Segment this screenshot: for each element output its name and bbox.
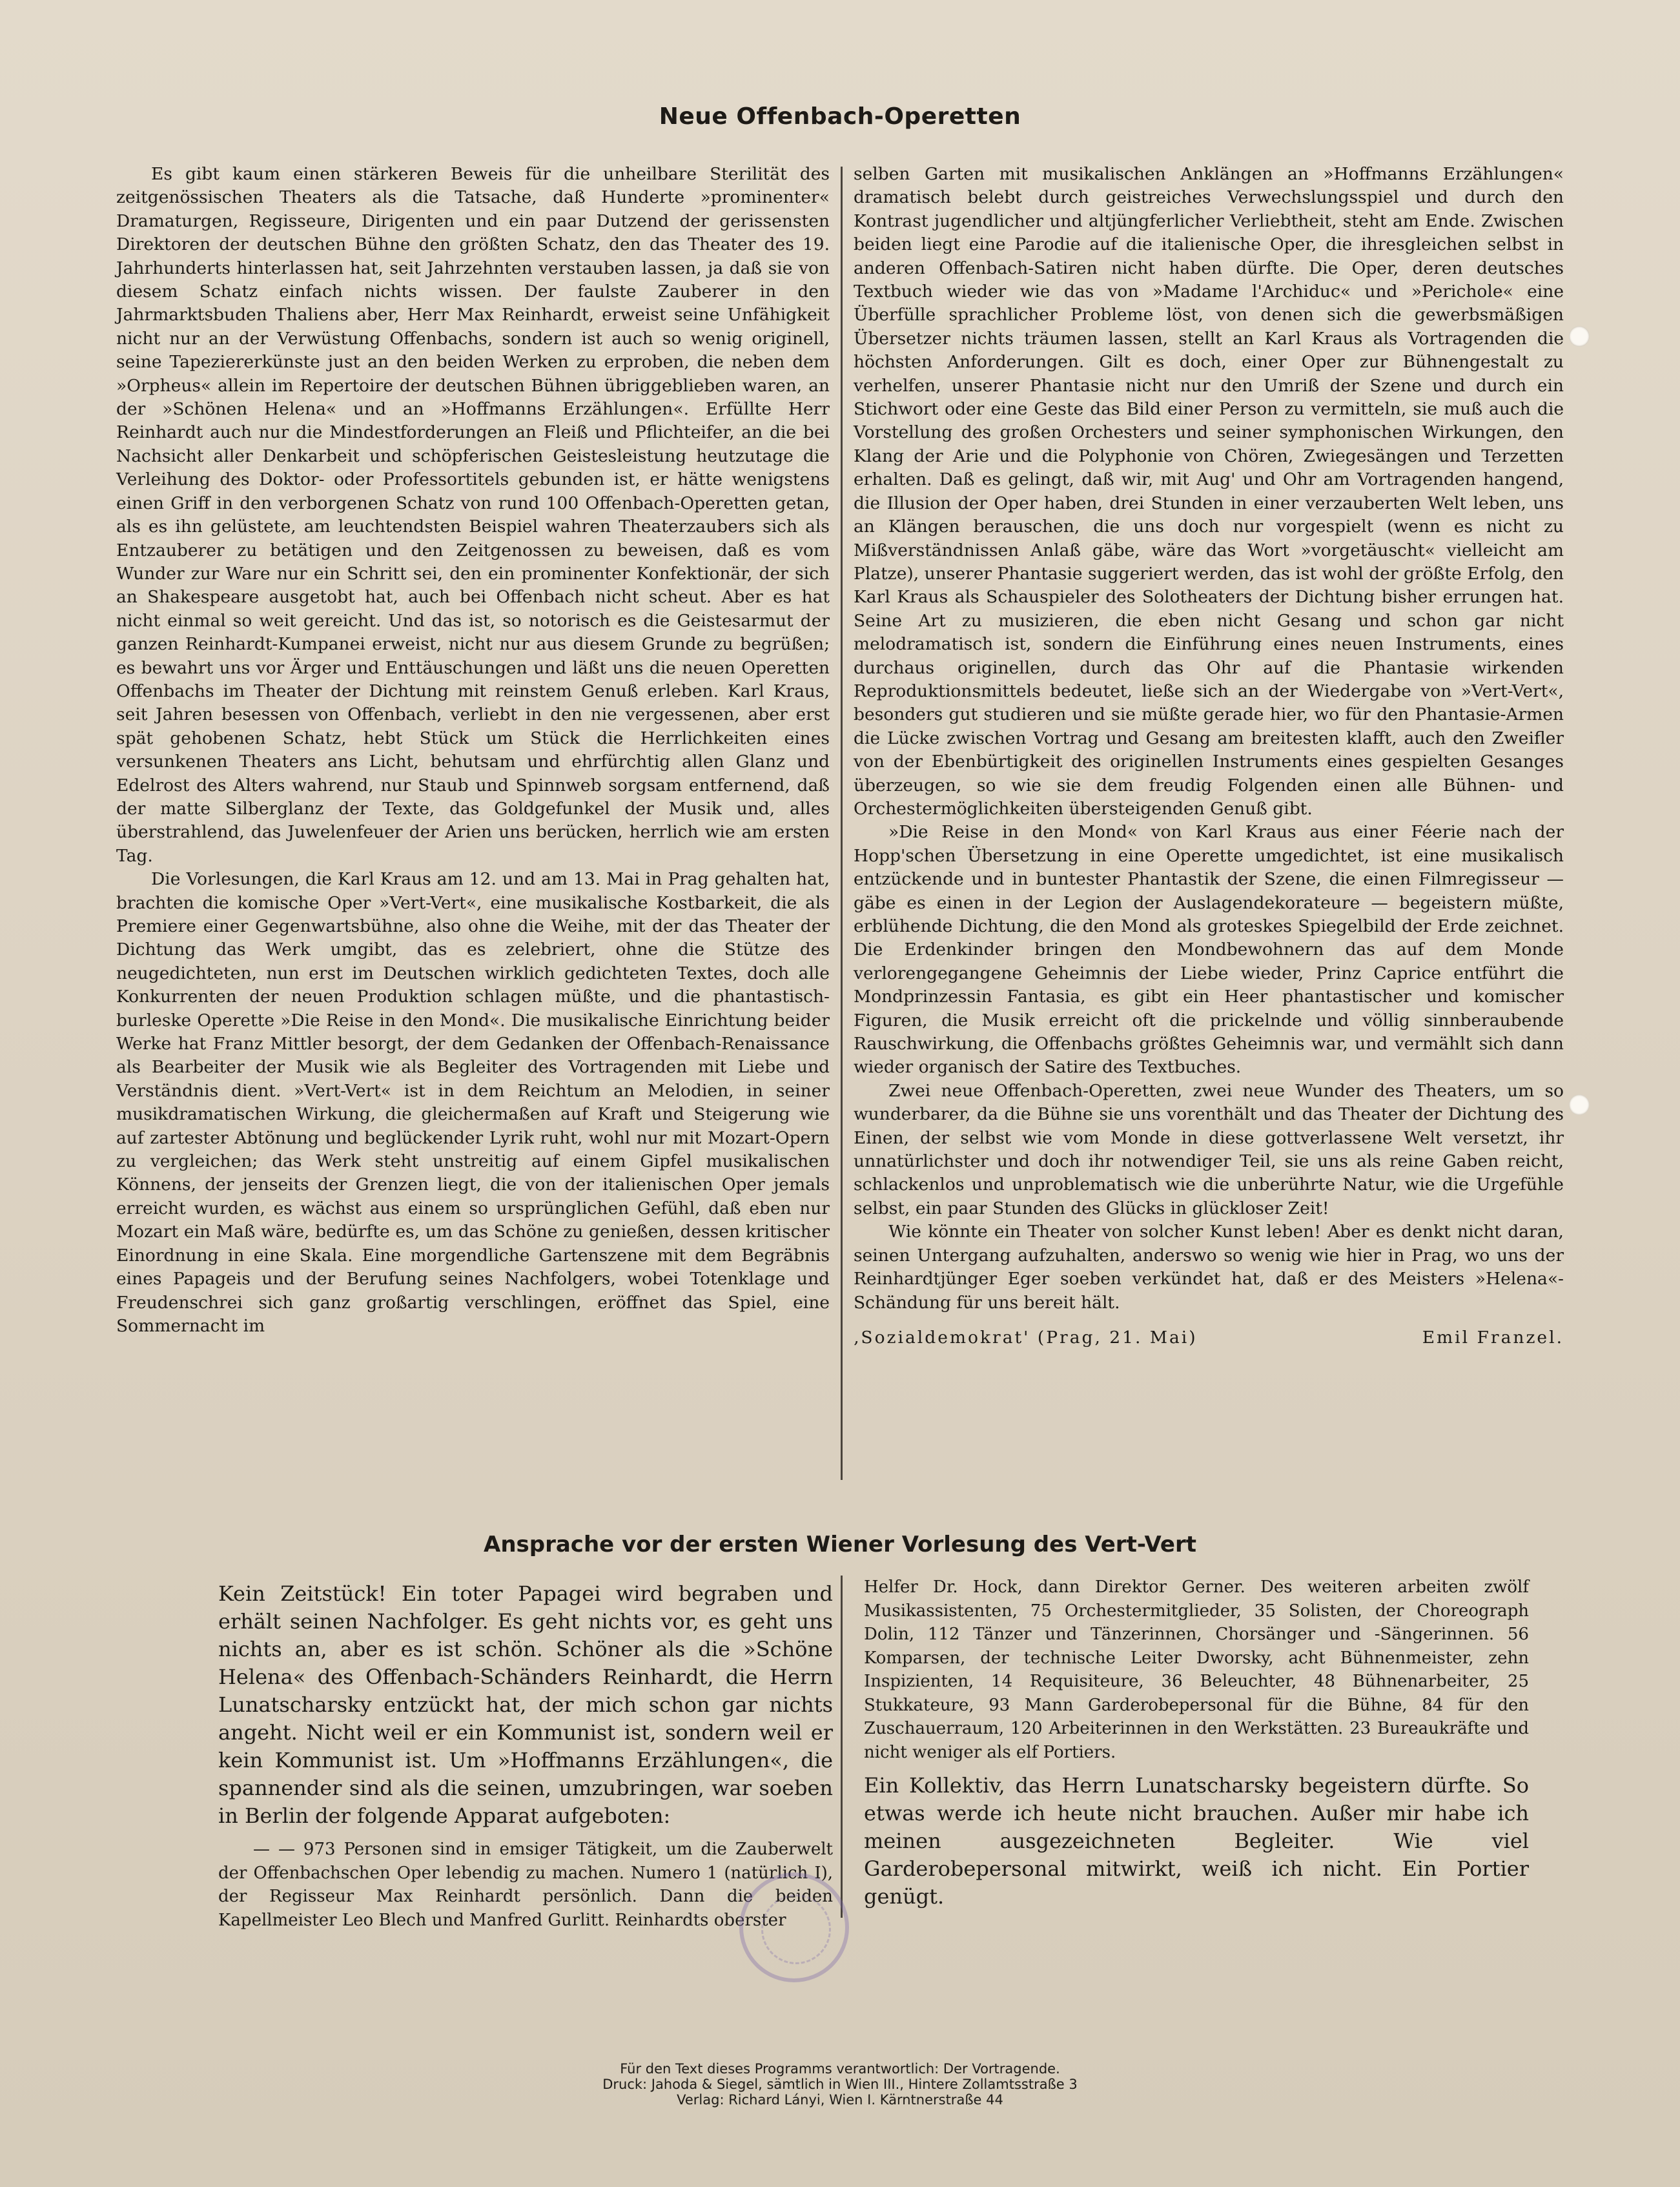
article-title: Neue Offenbach-Operetten <box>659 103 1021 130</box>
author-name: Emil Franzel. <box>1422 1327 1564 1348</box>
quoted-paragraph: Helfer Dr. Hock, dann Direktor Gerner. Des weiteren arbeiten zwölf Musikassistenten, 75 Orchestermitglieder, 35 Solisten, der Choreograph Dolin, 112 Tänzer und Tänzerinnen, Chorsänger und -Sängerinnen. 56 Komparsen, der technische Leiter Dworsky, acht Bühnenmeister, zehn Inspizienten, 14 Requisiteure, 36 Beleuchter, 48 Bühnenarbeiter, 25 Stukkateure, 93 Mann Garderobepersonal für die Bühne, 84 für den Zuschauerraum, 120 Arbeiterinnen in den Werkstätten. 23 Bureaukräfte und nicht weniger als elf Portiers. <box>864 1577 1529 1762</box>
punch-hole <box>1569 1094 1590 1115</box>
article-column-right <box>864 1576 1529 1911</box>
paragraph: Die Vorlesungen, die Karl Kraus am 12. und am 13. Mai in Prag gehalten hat, brachten die komische Oper »Vert-Vert«, eine musikalische Kostbarkeit, die als Premiere einer Gegenwartsbühne, also ohne die Weihe, mit der das Theater der Dichtung das Werk umgibt, das es zelebriert, ohne die Stütze des neugedichteten, nun erst im Deutschen wirklich gedichteten Textes, doch alle Konkurrenten der neuen Produktion schlagen müßte, und die phantastisch-burleske Operette »Die Reise in den Mond«. Die musikalische Einrichtung beider Werke hat Franz Mittler besorgt, der dem Gedanken der Offenbach-Renaissance als Bearbeiter der Musik wie als Begleiter des Vortragenden mit Liebe und Verständnis dient. »Vert-Vert« ist in dem Reichtum an Melodien, in seiner musikdramatischen Wirkung, die gleichermaßen auf Kraft und Steigerung wie auf zartester Abtönung und beglückender Lyrik ruht, wohl nur mit Mozart-Opern zu vergleichen; das Werk steht unstreitig auf einem Gipfel musikalischen Könnens, der jenseits der Grenzen liegt, die von der italienischen Oper jemals erreicht wurden, es wächst aus einem so ursprünglichen Gefühl, daß eben nur Mozart ein Maß wäre, bedürfte es, um das Schöne zu genießen, dessen kritischer Einordnung in eine Skala. Eine morgendliche Gartenszene mit dem Begräbnis eines Papageis und der Berufung seines Nachfolgers, wobei Totenklage und Freudenschrei sich ganz großartig verschlingen, eröffnet das Spiel, eine Sommernacht im <box>116 869 830 1336</box>
quoted-paragraph: — — 973 Personen sind in emsiger Tätigkeit, um die Zauberwelt der Offenbachschen Oper lebendig zu machen. Numero 1 (natürlich I), der Regisseur Max Reinhardt persönlich. Dann die beiden Kapellmeister Leo Blech und Manfred Gurlitt. Reinhardts oberster <box>218 1840 833 1930</box>
imprint-line: Druck: Jahoda & Siegel, sämtlich in Wien III., Hintere Zollamtsstraße 3 <box>602 2077 1078 2092</box>
paragraph: Ein Kollektiv, das Herrn Lunatscharsky begeistern dürfte. So etwas werde ich heute nicht brauchen. Außer mir habe ich meinen ausgezeichneten Begleiter. Wie viel Garderobepersonal mitwirkt, weiß ich nicht. Ein Portier genügt. <box>864 1773 1529 1909</box>
source-line <box>854 1326 1564 1350</box>
article-column-left <box>116 163 830 1338</box>
article-column-left <box>218 1580 833 1932</box>
paragraph: Kein Zeitstück! Ein toter Papagei wird begraben und erhält seinen Nachfolger. Es geht nichts vor, es geht uns nichts an, aber es ist schön. Schöner als die »Schöne Helena« des Offenbach-Schänders Reinhardt, die Herrn Lunatscharsky entzückt hat, der mich schon gar nichts angeht. Nicht weil er ein Kommunist ist, sondern weil er kein Kommunist ist. Um »Hoffmanns Erzählungen«, die spannender sind als die seinen, umzubringen, war soeben in Berlin der folgende Apparat aufgeboten: <box>218 1581 833 1828</box>
paragraph: »Die Reise in den Mond« von Karl Kraus aus einer Féerie nach der Hopp'schen Übersetzung in eine Operette umgedichtet, ist eine musikalisch entzückende und in buntester Phantastik der Szene, die einen Filmregisseur — gäbe es einen in der Legion der Auslagendekorateure — begeistern müßte, erblühende Dichtung, die den Mond als groteskes Spiegelbild der Erde zeichnet. Die Erdenkinder bringen den Mondbewohnern das auf dem Monde verlorengegangene Geheimnis der Liebe wieder, Prinz Caprice entführt die Mondprinzessin Fantasia, es gibt ein Heer phantastischer und komischer Figuren, die Musik erreicht oft die prickelnde und völlig sinnberaubende Rauschwirkung, die Offenbachs größtes Geheimnis war, und vermählt sich dann wieder organisch der Satire des Textbuches. <box>854 822 1564 1078</box>
column-divider <box>841 1576 843 1918</box>
paragraph: Es gibt kaum einen stärkeren Beweis für die unheilbare Sterilität des zeitgenössischen Theaters als die Tatsache, daß Hunderte »prominenter« Dramaturgen, Regisseure, Dirigenten und ein paar Dutzend der gerissensten Direktoren der deutschen Bühne den größten Schatz, den das Theater des 19. Jahrhunderts hinterlassen hat, seit Jahrzehnten verstauben lassen, ja daß sie von diesem Schatz einfach nichts wissen. Der faulste Zauberer in den Jahrmarktsbuden Thaliens aber, Herr Max Reinhardt, erweist seine Unfähigkeit nicht nur an der Verwüstung Offenbachs, sondern ist auch so wenig originell, seine Tapeziererkünste just an den beiden Werken zu erproben, die neben dem »Orpheus« allein im Repertoire der deutschen Bühnen übriggeblieben waren, an der »Schönen Helena« und an »Hoffmanns Erzählungen«. Erfüllte Herr Reinhardt auch nur die Mindestforderungen an Fleiß und Pflichteifer, an die bei Nachsicht aller Denkarbeit und schöpferischen Geistesleistung heutzutage die Verleihung des Doktor- oder Professortitels gebunden ist, er hätte wenigstens einen Griff in den verborgenen Schatz von rund 100 Offenbach-Operetten getan, als es ihn gelüstete, am leuchtendsten Beispiel wahren Theaterzaubers sich als Entzauberer zu betätigen und den Zeitgenossen zu beweisen, daß es vom Wunder zur Ware nur ein Schritt sei, den ein prominenter Konfektionär, der sich an Shakespeare ausgetobt hat, auch bei Offenbach nicht scheut. Aber es hat nicht einmal so weit gereicht. Und das ist, so notorisch es die Geistesarmut der ganzen Reinhardt-Kumpanei erweist, nicht nur aus diesem Grunde zu begrüßen; es bewahrt uns vor Ärger und Enttäuschungen und läßt uns die neuen Operetten Offenbachs im Theater der Dichtung mit reinstem Genuß erleben. Karl Kraus, seit Jahren besessen von Offenbach, verliebt in den nie vergessenen, aber erst spät gehobenen Schatz, hebt Stück um Stück die Herrlichkeiten eines versunkenen Theaters ans Licht, behutsam und ehrfürchtig allen Glanz und Edelrost des Alters wahrend, nur Staub und Spinnweb sorgsam entfernend, daß der matte Silberglanz der Texte, das Goldgefunkel der Musik und, alles überstrahlend, das Juwelenfeuer der Arien uns berücken, herrlich wie am ersten Tag. <box>116 164 830 866</box>
paragraph: Wie könnte ein Theater von solcher Kunst leben! Aber es denkt nicht daran, seinen Untergang aufzuhalten, anderswo so wenig wie hier in Prag, wo uns der Reinhardtjünger Eger soeben verkündet hat, daß er des Meisters »Helena«-Schändung für uns bereit hält. <box>854 1222 1564 1313</box>
imprint <box>0 2061 1680 2108</box>
library-stamp <box>739 1873 849 1982</box>
source-citation: ‚Sozialdemokrat' (Prag, 21. Mai) <box>854 1327 1198 1348</box>
article-column-right <box>854 163 1564 1350</box>
article-title: Ansprache vor der ersten Wiener Vorlesung des Vert-Vert <box>484 1532 1196 1557</box>
column-divider <box>841 167 843 1480</box>
imprint-line: Für den Text dieses Programms verantwortlich: Der Vortragende. <box>620 2061 1060 2077</box>
punch-hole <box>1569 326 1590 347</box>
paragraph: Zwei neue Offenbach-Operetten, zwei neue Wunder des Theaters, um so wunderbarer, da die Bühne sie uns vorenthält und das Theater der Dichtung des Einen, der selbst wie vom Monde in diese gottverlassene Welt versetzt, ihr unnatürlichster und doch ihr notwendiger Teil, sie uns als reine Gaben reicht, schlackenlos und unproblematisch wie die unberührte Natur, wie die Urgefühle selbst, ein paar Stunden des Glücks in glückloser Zeit! <box>854 1080 1564 1218</box>
paragraph: selben Garten mit musikalischen Anklängen an »Hoffmanns Erzählungen« dramatisch belebt durch geistreiches Verwechslungsspiel und durch den Kontrast jugendlicher und altjüngferlicher Verliebtheit, steht am Ende. Zwischen beiden liegt eine Parodie auf die italienische Oper, die ihresgleichen selbst in anderen Offenbach-Satiren nicht haben dürfte. Die Oper, deren deutsches Textbuch wieder wie das von »Madame l'Archiduc« und »Perichole« eine Überfülle sprachlicher Probleme löst, von denen sich die gewerbsmäßigen Übersetzer nichts träumen lassen, stellt an Karl Kraus als Vortragenden die höchsten Anforderungen. Gilt es doch, einer Oper zur Bühnengestalt zu verhelfen, unserer Phantasie nicht nur den Umriß der Szene und durch ein Stichwort oder eine Geste das Bild einer Person zu vermitteln, sie muß auch die Vorstellung des großen Orchesters und seiner symphonischen Wirkungen, den Klang der Arie und die Polyphonie von Chören, Zwiegesängen und Terzetten erhalten. Daß es gelingt, daß wir, mit Aug' und Ohr am Vortragenden hangend, die Illusion der Oper haben, drei Stunden in einer verzauberten Welt leben, uns an Klängen berauschen, die uns doch nur vorgespielt (wenn es nicht zu Mißverständnissen Anlaß gäbe, wäre das Wort »vorgetäuscht« vielleicht am Platze), unserer Phantasie suggeriert werden, das ist wohl der größte Erfolg, den Karl Kraus als Schauspieler des Solotheaters der Dichtung bisher errungen hat. Seine Art zu musizieren, die eben nicht Gesang und schon gar nicht melodramatisch ist, sondern die Einführung eines neuen Instruments, eines durchaus originellen, durch das Ohr auf die Phantasie wirkenden Reproduktionsmittels bedeutet, ließe sich an der Wiedergabe von »Vert-Vert«, besonders gut studieren und sie müßte gerade hier, wo für den Phantasie-Armen die Lücke zwischen Vortrag und Gesang am breitesten klafft, auch den Zweifler von der Ebenbürtigkeit des originellen Instruments eines gespielten Gesanges überzeugen, so wie sie dem freudig Folgenden einen alle Bühnen- und Orchestermöglichkeiten übersteigenden Genuß gibt. <box>854 164 1564 819</box>
imprint-line: Verlag: Richard Lányi, Wien I. Kärntnerstraße 44 <box>677 2092 1003 2108</box>
